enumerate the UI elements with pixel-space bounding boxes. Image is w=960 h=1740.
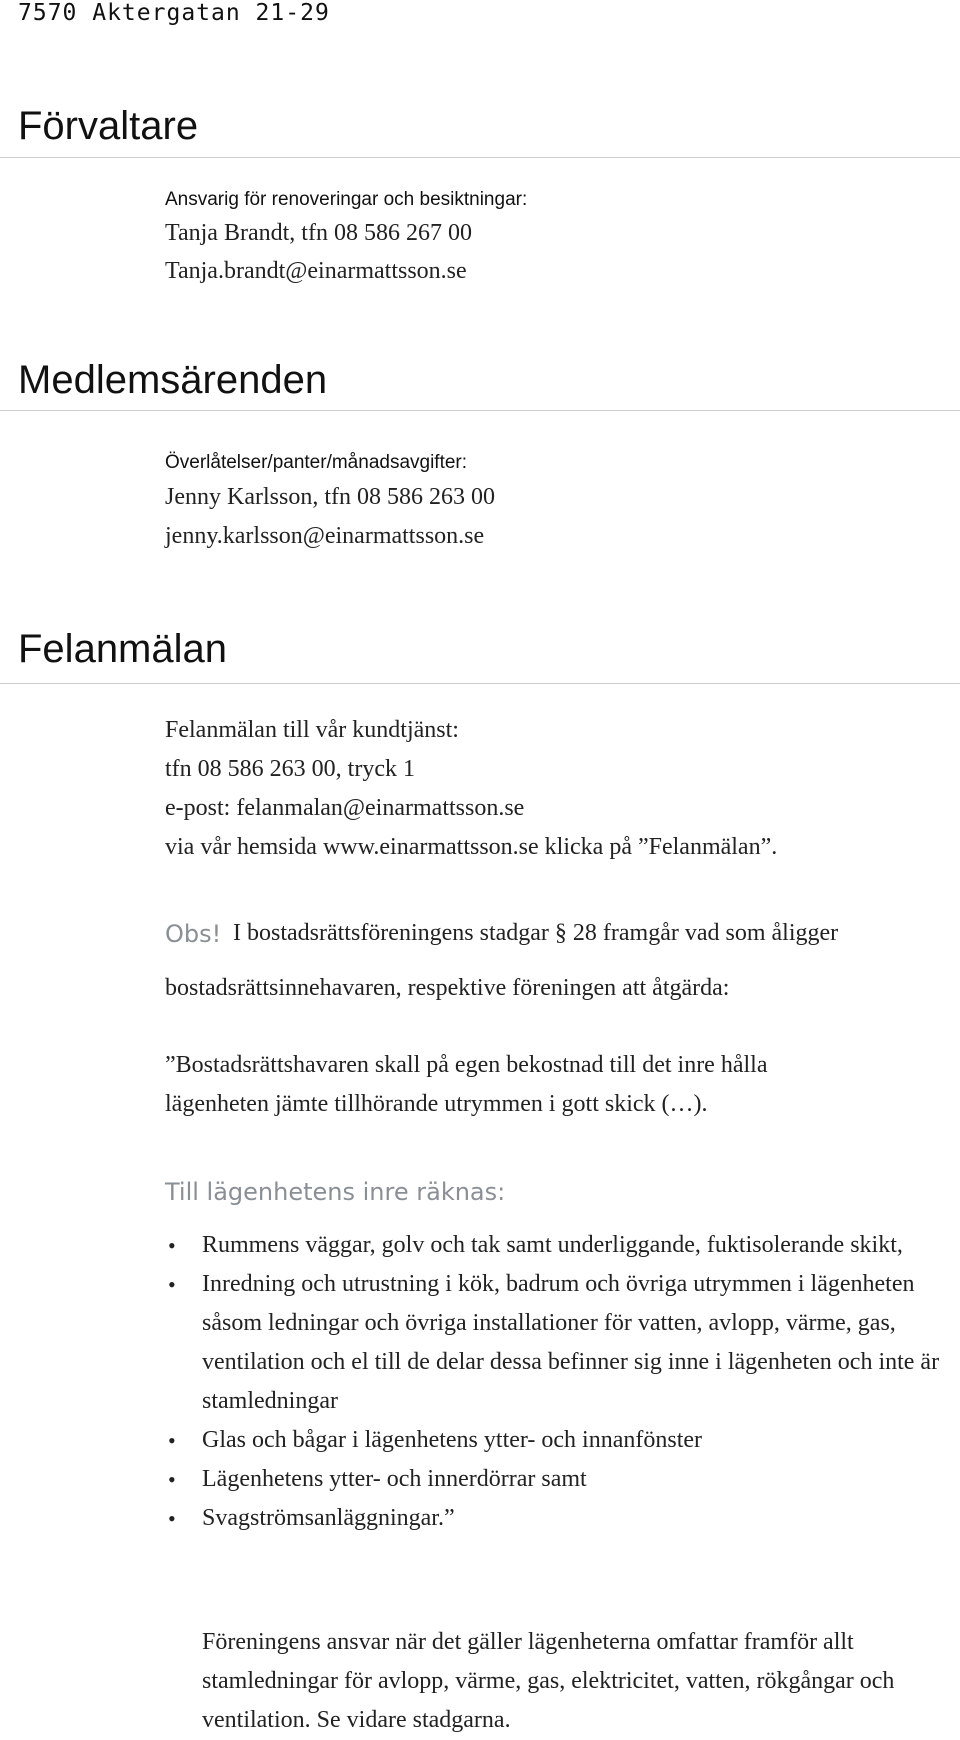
obs-text-line-1: I bostadsrättsföreningens stadgar § 28 framgår vad som åligger	[233, 920, 839, 946]
inre-bullet-list	[165, 1226, 945, 1538]
obs-label: Obs!	[165, 920, 222, 948]
forvaltare-contact: Tanja Brandt, tfn 08 586 267 00	[165, 220, 472, 246]
inre-heading: Till lägenhetens inre räknas:	[165, 1178, 506, 1206]
section-title-forvaltare: Förvaltare	[18, 104, 199, 148]
list-item: • Rummens väggar, golv och tak samt underliggande, fuktisolerande skikt,	[165, 1226, 945, 1265]
forvaltare-label: Ansvarig för renoveringar och besiktningar:	[165, 189, 528, 210]
section-title-felanmalan: Felanmälan	[18, 627, 228, 671]
section-divider	[0, 410, 960, 411]
list-item: • Svagströmsanläggningar.”	[165, 1499, 945, 1538]
section-divider	[0, 683, 960, 684]
medlemsarenden-email: jenny.karlsson@einarmattsson.se	[165, 523, 485, 549]
obs-quote-line-1: ”Bostadsrättshavaren skall på egen bekostnad till det inre hålla	[165, 1052, 768, 1078]
list-item: • Glas och bågar i lägenhetens ytter- och innanfönster	[165, 1421, 945, 1460]
document-header: 7570 Aktergatan 21-29	[18, 0, 330, 26]
section-divider	[0, 157, 960, 158]
list-item: • Lägenhetens ytter- och innerdörrar samt	[165, 1460, 945, 1499]
felanmalan-phone: tfn 08 586 263 00, tryck 1	[165, 756, 415, 782]
obs-text-line-2: bostadsrättsinnehavaren, respektive föreningen att åtgärda:	[165, 975, 730, 1001]
felanmalan-email: e-post: felanmalan@einarmattsson.se	[165, 795, 525, 821]
obs-quote-line-2: lägenheten jämte tillhörande utrymmen i gott skick (…).	[165, 1091, 708, 1117]
list-item: • Inredning och utrustning i kök, badrum och övriga utrymmen i lägenheten såsom ledningar och övriga installationer för vatten, avlopp, värme, gas, ventilation och el till de delar dessa befinner sig inne i lägenheten och inte är stamledningar	[165, 1265, 945, 1421]
footer-paragraph: Föreningens ansvar när det gäller lägenheterna omfattar framför allt stamledningar för avlopp, värme, gas, elektricitet, vatten, rökgångar och ventilation. Se vidare stadgarna.	[202, 1629, 895, 1733]
felanmalan-line-1: Felanmälan till vår kundtjänst:	[165, 717, 459, 743]
felanmalan-website: via vår hemsida www.einarmattsson.se klicka på ”Felanmälan”.	[165, 834, 778, 860]
medlemsarenden-contact: Jenny Karlsson, tfn 08 586 263 00	[165, 484, 495, 510]
section-title-medlemsarenden: Medlemsärenden	[18, 358, 328, 402]
medlemsarenden-label: Överlåtelser/panter/månadsavgifter:	[165, 452, 468, 473]
forvaltare-email: Tanja.brandt@einarmattsson.se	[165, 258, 467, 284]
